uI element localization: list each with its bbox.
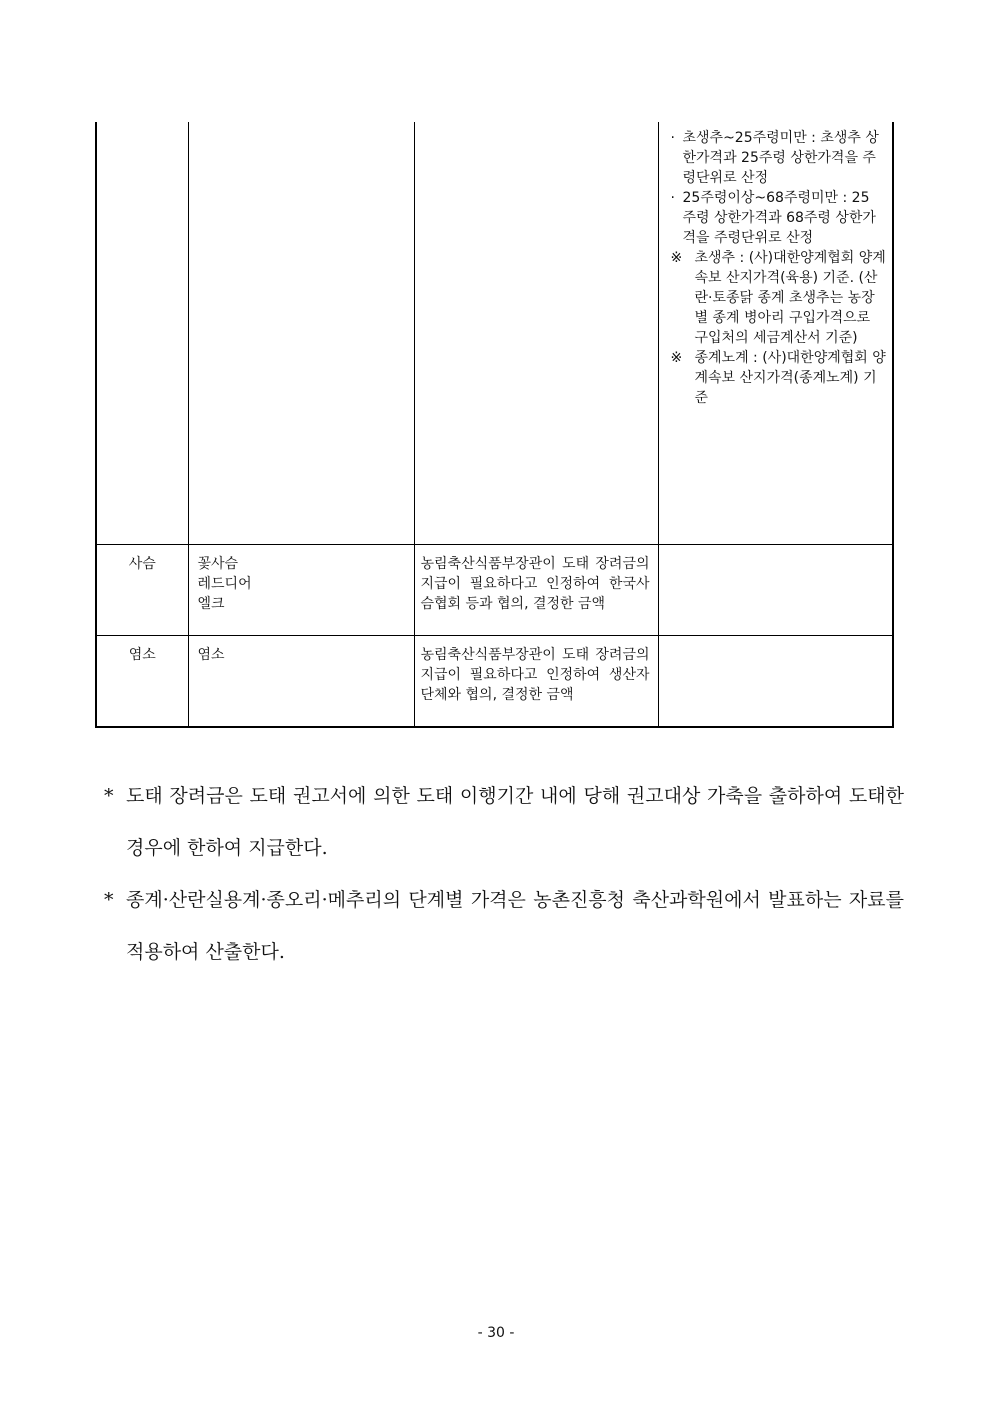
compensation-table [95, 122, 894, 728]
note-item [671, 188, 888, 248]
footnote-mark: * [104, 889, 114, 911]
footnote-mark: * [104, 785, 114, 807]
footnotes [104, 770, 904, 978]
breed-item: 꽃사슴 [197, 555, 239, 572]
note-cell [658, 122, 893, 544]
note-text: 초생추 : (사)대한양계협회 양계속보 산지가격(육용) 기준. (산란·토종닭 종계 초생추는 농장별 종계 병아리 구입가격으로 구입처의 세금계산서 기준) [694, 250, 886, 346]
rule-cell: 농림축산식품부장관이 도태 장려금의 지급이 필요하다고 인정하여 한국사슴협회 등과 협의, 결정한 금액 [414, 544, 658, 635]
rule-cell: 농림축산식품부장관이 도태 장려금의 지급이 필요하다고 인정하여 생산자단체와 협의, 결정한 금액 [414, 635, 658, 727]
note-cell [658, 544, 893, 635]
table-row-deer [96, 544, 893, 635]
kind-cell: 사슴 [96, 544, 188, 635]
footnote [104, 874, 904, 978]
note-cell [658, 635, 893, 727]
breed-item: 레드디어 [197, 575, 252, 592]
note-text: 종계노계 : (사)대한양계협회 양계속보 산지가격(종계노계) 기준 [694, 350, 886, 406]
breed-cell-empty [188, 122, 414, 544]
note-text: 25주령이상~68주령미만 : 25주령 상한가격과 68주령 상한가격을 주령단위로 산정 [682, 190, 876, 246]
reference-mark: ※ [670, 350, 683, 366]
note-item [671, 128, 888, 188]
table-row-goat [96, 635, 893, 727]
note-bullet: · [670, 130, 675, 146]
footnote-text: 도태 장려금은 도태 권고서에 의한 도태 이행기간 내에 당해 권고대상 가축을 출하하여 도태한 경우에 한하여 지급한다. [126, 785, 904, 859]
footnote [104, 770, 904, 874]
breed-item: 엘크 [197, 595, 225, 612]
kind-cell-empty [96, 122, 188, 544]
page-number: - 30 - [477, 1325, 515, 1341]
rule-cell-empty [414, 122, 658, 544]
breed-cell [188, 635, 414, 727]
kind-cell: 염소 [96, 635, 188, 727]
note-item [671, 248, 888, 348]
note-bullet: · [670, 190, 675, 206]
note-text: 초생추~25주령미만 : 초생추 상한가격과 25주령 상한가격을 주령단위로 산정 [682, 130, 879, 186]
footnote-text: 종계·산란실용계·종오리·메추리의 단계별 가격은 농촌진흥청 축산과학원에서 발표하는 자료를 적용하여 산출한다. [126, 889, 904, 963]
breed-cell [188, 544, 414, 635]
reference-mark: ※ [670, 250, 683, 266]
table-row-continued [96, 122, 893, 544]
breed-item: 염소 [197, 646, 225, 663]
note-item [671, 348, 888, 408]
